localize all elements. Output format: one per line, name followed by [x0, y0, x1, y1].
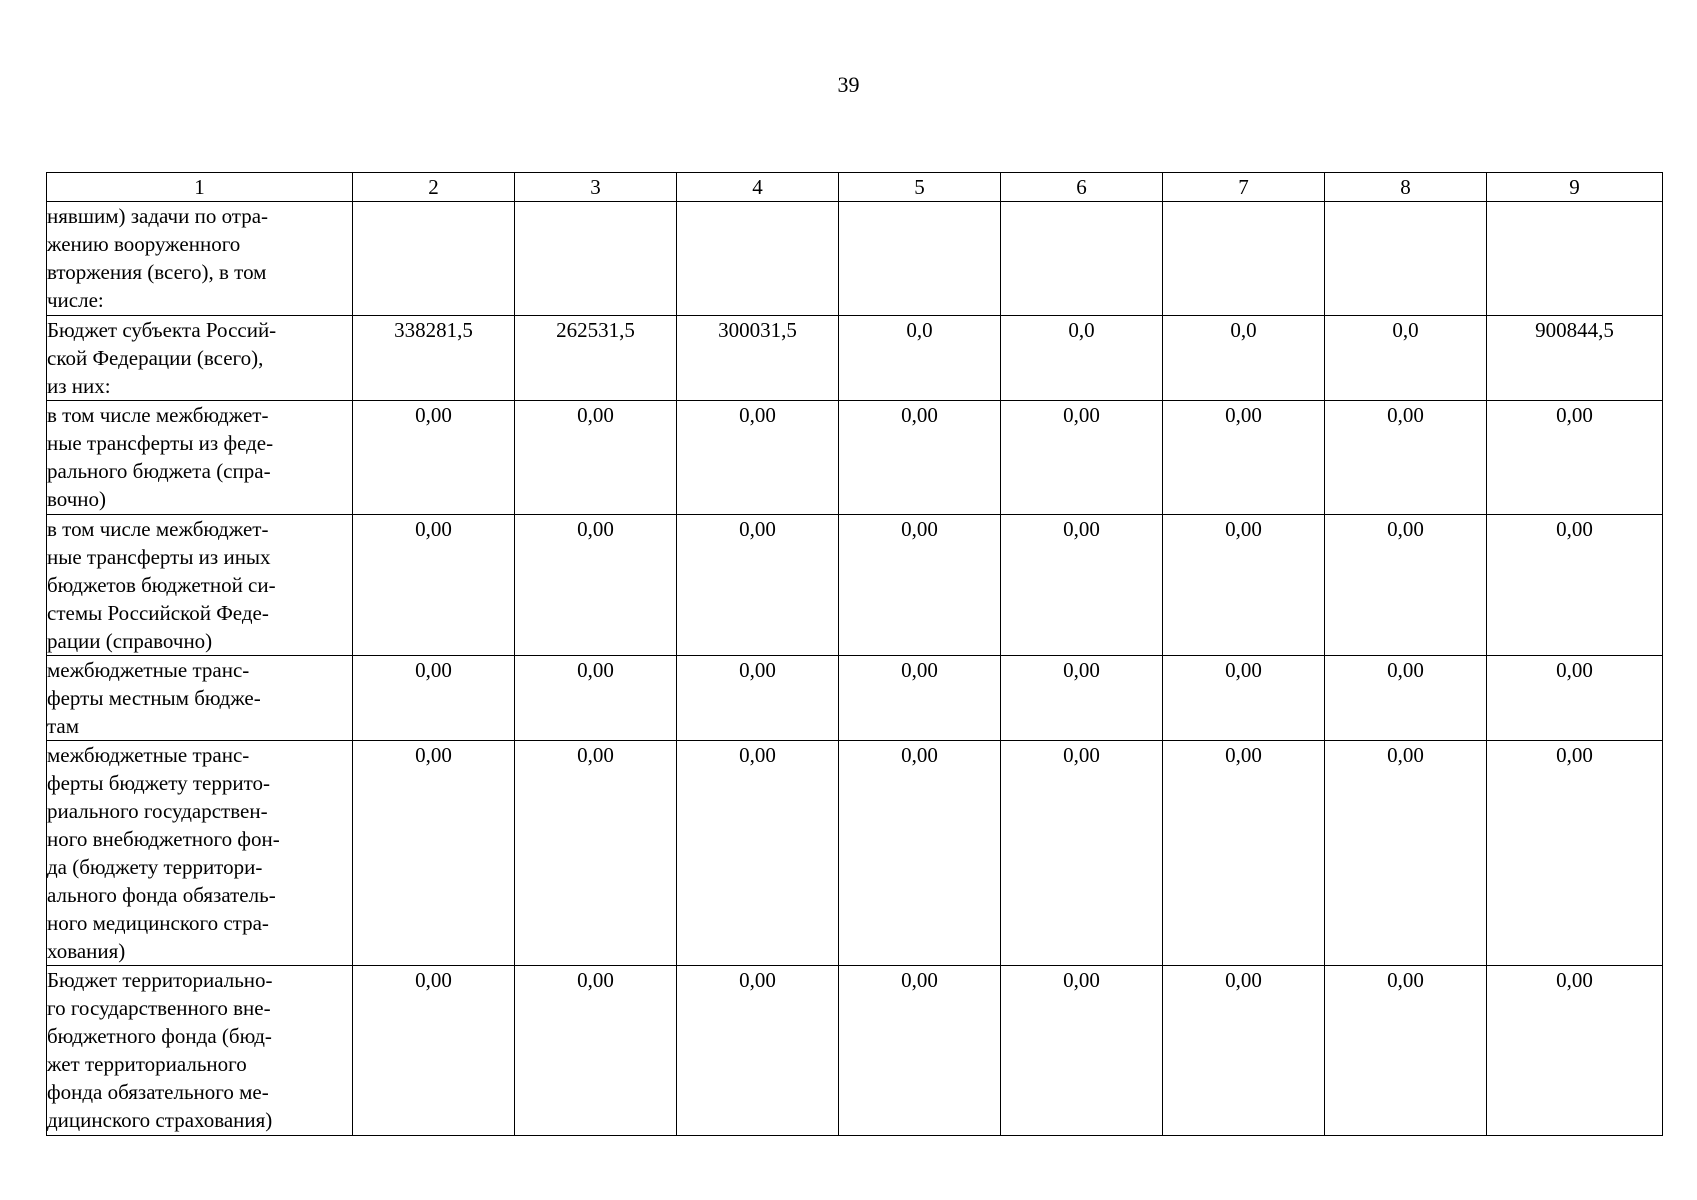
table-cell: 300031,5 — [677, 316, 839, 401]
row-label: межбюджетные транс- ферты бюджету террито- риального государствен- ного внебюджетного фон- да (бюджету территори- ального фонда обязатель- ного медицинского стра- хования) — [47, 741, 353, 966]
table-cell — [1001, 202, 1163, 316]
table-cell: 0,00 — [839, 656, 1001, 741]
table-cell: 0,00 — [677, 401, 839, 515]
table-row — [47, 316, 1663, 401]
table-cell — [353, 202, 515, 316]
table-cell: 0,00 — [1487, 741, 1663, 966]
table-cell: 0,00 — [1487, 966, 1663, 1136]
table-cell: 0,00 — [353, 741, 515, 966]
table-cell: 0,00 — [1325, 401, 1487, 515]
table-cell: 0,00 — [1487, 515, 1663, 656]
table-cell: 0,00 — [1001, 966, 1163, 1136]
table-cell: 0,00 — [839, 741, 1001, 966]
table-cell: 0,00 — [1325, 656, 1487, 741]
table-cell: 0,00 — [1487, 656, 1663, 741]
table-cell: 0,0 — [1163, 316, 1325, 401]
table-row — [47, 656, 1663, 741]
table-cell: 0,00 — [515, 401, 677, 515]
table-cell: 0,0 — [839, 316, 1001, 401]
table-row — [47, 202, 1663, 316]
table-header-row — [47, 173, 1663, 202]
column-header: 1 — [47, 173, 353, 202]
table-cell — [1325, 202, 1487, 316]
table-cell — [515, 202, 677, 316]
table-cell: 0,00 — [515, 966, 677, 1136]
table-row — [47, 966, 1663, 1136]
table-cell: 900844,5 — [1487, 316, 1663, 401]
table-cell: 0,00 — [839, 515, 1001, 656]
table-cell — [839, 202, 1001, 316]
column-header: 7 — [1163, 173, 1325, 202]
column-header: 6 — [1001, 173, 1163, 202]
table-cell: 0,00 — [515, 656, 677, 741]
table-cell: 0,00 — [1487, 401, 1663, 515]
column-header: 4 — [677, 173, 839, 202]
column-header: 2 — [353, 173, 515, 202]
table-cell: 0,00 — [1163, 515, 1325, 656]
table-cell: 0,00 — [677, 515, 839, 656]
table-row — [47, 401, 1663, 515]
column-header: 8 — [1325, 173, 1487, 202]
table-cell: 338281,5 — [353, 316, 515, 401]
table-cell: 0,00 — [677, 741, 839, 966]
row-label: межбюджетные транс- ферты местным бюдже- там — [47, 656, 353, 741]
table-cell — [677, 202, 839, 316]
table-cell: 0,00 — [1163, 741, 1325, 966]
table-cell: 0,00 — [1325, 966, 1487, 1136]
column-header: 9 — [1487, 173, 1663, 202]
table-cell: 0,00 — [839, 966, 1001, 1136]
table-cell: 0,00 — [1001, 515, 1163, 656]
table-cell: 0,00 — [1163, 401, 1325, 515]
row-label: Бюджет территориально- го государственного вне- бюджетного фонда (бюд- жет территориального фонда обязательного ме- дицинского страхования) — [47, 966, 353, 1136]
table-row — [47, 515, 1663, 656]
table-cell: 0,00 — [353, 515, 515, 656]
row-label: в том числе межбюджет- ные трансферты из феде- рального бюджета (спра- вочно) — [47, 401, 353, 515]
table-cell: 0,00 — [1163, 966, 1325, 1136]
table-cell — [1487, 202, 1663, 316]
table-cell: 0,00 — [1325, 515, 1487, 656]
table-cell: 0,00 — [677, 966, 839, 1136]
table-cell: 0,00 — [515, 741, 677, 966]
column-header: 5 — [839, 173, 1001, 202]
table-cell — [1163, 202, 1325, 316]
table-cell: 0,00 — [839, 401, 1001, 515]
table-cell: 0,00 — [353, 401, 515, 515]
table-cell: 0,00 — [515, 515, 677, 656]
row-label: Бюджет субъекта Россий- ской Федерации (всего), из них: — [47, 316, 353, 401]
table-cell: 0,00 — [1001, 656, 1163, 741]
table-cell: 0,00 — [1163, 656, 1325, 741]
table-cell: 0,00 — [1001, 741, 1163, 966]
table-cell: 0,00 — [1325, 741, 1487, 966]
column-header: 3 — [515, 173, 677, 202]
row-label: в том числе межбюджет- ные трансферты из иных бюджетов бюджетной си- стемы Российской Феде- рации (справочно) — [47, 515, 353, 656]
table-cell: 0,00 — [353, 656, 515, 741]
table-cell: 262531,5 — [515, 316, 677, 401]
row-label: нявшим) задачи по отра- жению вооруженного вторжения (всего), в том числе: — [47, 202, 353, 316]
table-cell: 0,0 — [1001, 316, 1163, 401]
table-cell: 0,00 — [1001, 401, 1163, 515]
page-number: 39 — [837, 72, 860, 97]
table-cell: 0,00 — [353, 966, 515, 1136]
table-row — [47, 741, 1663, 966]
budget-table — [46, 172, 1663, 1136]
table-cell: 0,0 — [1325, 316, 1487, 401]
table-cell: 0,00 — [677, 656, 839, 741]
